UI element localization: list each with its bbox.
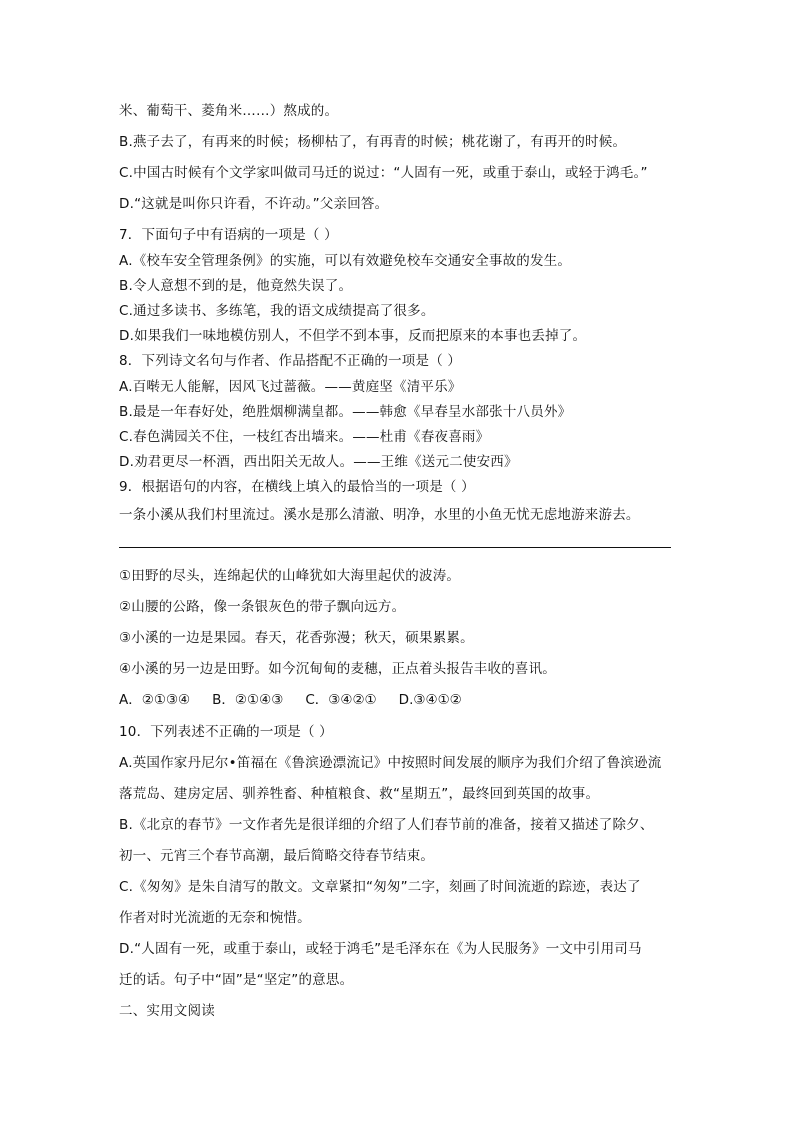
q7-option-b: B.令人意想不到的是，他竟然失误了。 [119, 278, 353, 294]
q9-sentence-2: ②山腰的公路，像一条银灰色的带子飘向远方。 [119, 599, 406, 615]
q9-sentence-1: ①田野的尽头，连绵起伏的山峰犹如大海里起伏的波涛。 [119, 568, 461, 584]
q7-option-c: C.通过多读书、多练笔，我的语文成绩提高了很多。 [119, 303, 435, 319]
q10-option-c-line2: 作者对时光流逝的无奈和惋惜。 [119, 910, 311, 926]
q9-sentence-4: ④小溪的另一边是田野。如今沉甸甸的麦穗，正点着头报告丰收的喜讯。 [119, 661, 557, 677]
q10-option-d-line2: 迁的话。句子中“固”是“坚定”的意思。 [119, 972, 354, 988]
q10-option-b-line2: 初一、元宵三个春节高潮，最后简略交待春节结束。 [119, 848, 435, 864]
q6-option-c: C.中国古时候有个文学家叫做司马迁的说过：“人固有一死，或重于泰山，或轻于鸿毛。” [119, 165, 648, 181]
q9-sentence-3: ③小溪的一边是果园。春天，花香弥漫；秋天，硕果累累。 [119, 630, 474, 646]
q8-option-d: D.劝君更尽一杯酒，西出阳关无故人。——王维《送元二使安西》 [119, 454, 518, 470]
q6-option-d: D.“这就是叫你只许看，不许动。”父亲回答。 [119, 196, 389, 212]
q9-options [119, 692, 462, 708]
q7-stem: 7．下面句子中有语病的一项是（ ） [119, 227, 338, 243]
q9-option-c: C．③④②① [305, 692, 377, 708]
q7-option-a: A.《校车安全管理条例》的实施，可以有效避免校车交通安全事故的发生。 [119, 253, 572, 269]
q8-option-c: C.春色满园关不住，一枝红杏出墙来。——杜甫《春夜喜雨》 [119, 429, 490, 445]
q6-option-a-continuation: 米、葡萄干、菱角米……）熬成的。 [119, 103, 339, 119]
q9-passage: 一条小溪从我们村里流过。溪水是那么清澈、明净，水里的小鱼无忧无虑地游来游去。 [119, 507, 640, 523]
q9-option-d: D.③④①② [398, 692, 462, 708]
q8-option-a: A.百啭无人能解，因风飞过蔷薇。——黄庭坚《清平乐》 [119, 379, 462, 395]
q10-option-b-line1: B.《北京的春节》一文作者先是很详细的介绍了人们春节前的准备，接着又描述了除夕、 [119, 817, 654, 833]
q9-blank-line [119, 547, 671, 548]
q7-option-d: D.如果我们一味地模仿别人，不但学不到本事，反而把原来的本事也丢掉了。 [119, 328, 587, 344]
q8-option-b: B.最是一年春好处，绝胜烟柳满皇都。——韩愈《早春呈水部张十八员外》 [119, 404, 572, 420]
q8-stem: 8．下列诗文名句与作者、作品搭配不正确的一项是（ ） [119, 353, 462, 369]
q10-option-a-line2: 落荒岛、建房定居、驯养牲畜、种植粮食、救“星期五”，最终回到英国的故事。 [119, 786, 600, 802]
q6-option-b: B.燕子去了，有再来的时候；杨柳枯了，有再青的时候；桃花谢了，有再开的时候。 [119, 134, 627, 150]
section-2-heading: 二、实用文阅读 [119, 1003, 215, 1019]
q10-stem: 10．下列表述不正确的一项是（ ） [119, 724, 333, 740]
q9-stem: 9．根据语句的内容，在横线上填入的最恰当的一项是（ ） [119, 479, 475, 495]
q10-option-d-line1: D.“人固有一死，或重于泰山，或轻于鸿毛”是毛泽东在《为人民服务》一文中引用司马 [119, 941, 642, 957]
q9-option-b: B．②①④③ [212, 692, 284, 708]
q10-option-c-line1: C.《匆匆》是朱自清写的散文。文章紧扣“匆匆”二字，刻画了时间流逝的踪迹，表达了 [119, 879, 641, 895]
q10-option-a-line1: A.英国作家丹尼尔•笛福在《鲁滨逊漂流记》中按照时间发展的顺序为我们介绍了鲁滨逊流 [119, 755, 662, 771]
q9-option-a: A．②①③④ [119, 692, 191, 708]
